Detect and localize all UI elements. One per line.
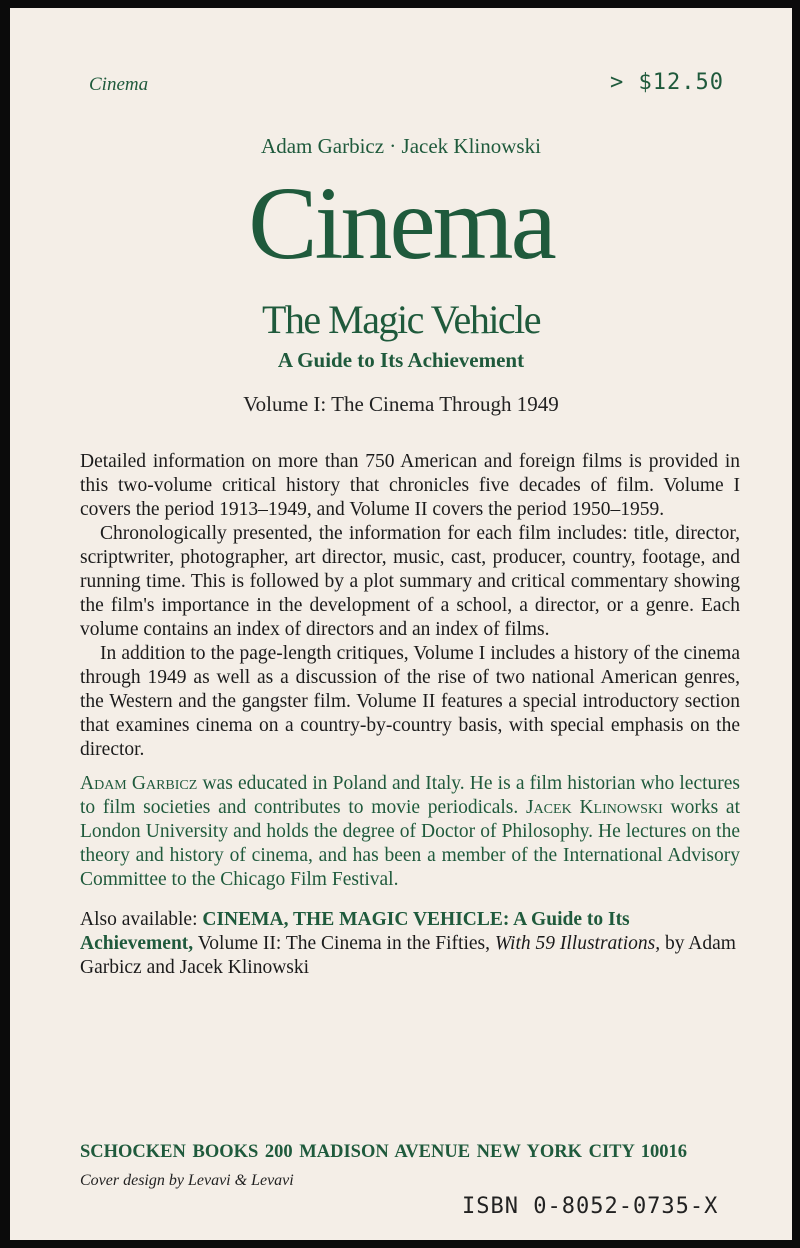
also-volume: Volume II: The Cinema in the Fifties, [193, 933, 495, 954]
volume-line: Volume I: The Cinema Through 1949 [243, 392, 559, 416]
cover-design-credit: Cover design by Levavi & Levavi [80, 1172, 294, 1189]
author-bio-text-2: works at London University and holds the degree of Doctor of Philosophy. He lectures on the theory and history of cinema, and has been a member of the International Advisory Committee to the Chicago Film Festival. [80, 797, 740, 890]
description-paragraph-2: Chronologically presented, the information for each film includes: title, director, scriptwriter, photographer, art director, music, cast, producer, country, footage, and running time. This is followed by a plot summary and critical commentary showing the film's importance in the development of a school, a director, or a genre. Each volume contains an index of directors and an index of films. [80, 523, 740, 640]
category-label: Cinema [89, 74, 149, 95]
author-bio [80, 772, 740, 892]
authors-line: Adam Garbicz · Jacek Klinowski [261, 134, 541, 158]
description-paragraph-3: In addition to the page-length critiques, Volume I includes a history of the cinema through 1949 as well as a discussion of the rise of two national American genres, the Western and the gangster film. Volume II features a special introductory section that examines cinema on a country-by-country basis, with special emphasis on the director. [80, 643, 740, 760]
publisher-line: SCHOCKEN BOOKS 200 MADISON AVENUE NEW YORK CITY 10016 [80, 1142, 688, 1162]
book-tagline: A Guide to Its Achievement [277, 348, 525, 372]
also-illustrations: With 59 Illustrations, [494, 933, 661, 954]
also-authors: by Adam Garbicz and Jacek Klinowski [80, 933, 736, 978]
author-name-1: Adam Garbicz [80, 773, 198, 794]
author-name-2: Jacek Klinowski [525, 797, 663, 818]
author-bio-text-1: was educated in Poland and Italy. He is a film historian who lectures to film societies and contributes to movie periodicals. [80, 773, 740, 818]
description-paragraph-1: Detailed information on more than 750 American and foreign films is provided in this two-volume critical history that chronicles five decades of film. Volume I covers the period 1913–1949, and Volume II covers the period 1950–1959. [80, 451, 740, 520]
description-block [80, 450, 740, 980]
isbn-number: ISBN 0-8052-0735-X [462, 1194, 719, 1219]
price-sticker: > $12.50 [610, 70, 724, 95]
also-title: CINEMA, THE MAGIC VEHICLE: A Guide to Its Achievement, [80, 909, 630, 954]
book-subtitle: The Magic Vehicle [261, 297, 541, 342]
book-back-cover [10, 8, 792, 1240]
book-title: Cinema [248, 166, 554, 281]
also-lead: Also available: [80, 909, 203, 930]
also-available [80, 908, 740, 980]
